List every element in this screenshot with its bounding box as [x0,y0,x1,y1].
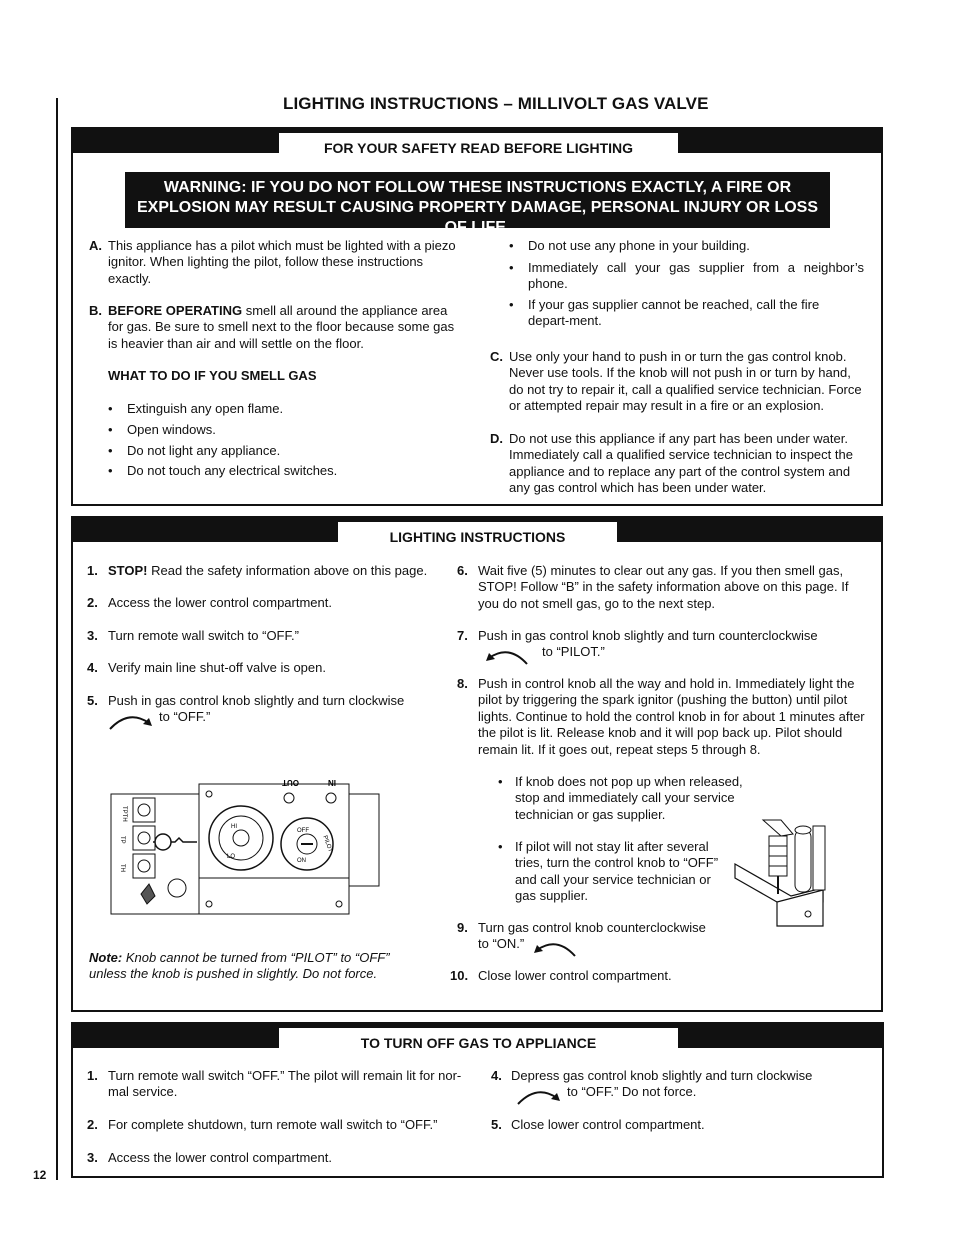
step-text: Push in gas control knob slightly and turn clockwise [108,693,405,708]
item-letter: C. [490,349,503,364]
valve-label-off: OFF [297,828,309,834]
valve-label-out: OUT [282,778,299,787]
step-number: 9. [457,920,468,935]
item-text [108,303,458,352]
step-bold: STOP! [108,563,148,578]
turnoff-panel [71,1022,884,1178]
step-number: 10. [450,968,469,983]
step-text: Push in control knob all the way and hold in. Immediately light the pilot by triggering the spark ignitor (pushing the button) until pilot lights. Continue to hold the control knob in for about 1 minutes after the pilot is lit. Release knob and it will pop back up. Pilot should remain lit. If it goes out, repeat steps 5 through 8. [478,676,865,757]
step-number: 5. [491,1117,502,1132]
step-text: Access the lower control compartment. [108,595,332,610]
lighting-step-5-tail: to “OFF.” [159,709,211,724]
bullet-text: Extinguish any open flame. [127,401,284,416]
page-title: LIGHTING INSTRUCTIONS – MILLIVOLT GAS VALVE [283,94,709,113]
bullet-text: If your gas supplier cannot be reached, call the fire depart-ment. [528,297,820,329]
note-text: Knob cannot be turned from “PILOT” to “OFF” unless the knob is pushed in slightly. Do not force. [89,950,390,982]
clockwise-arrow-icon [515,1084,563,1108]
step-number: 1. [87,563,98,578]
item-text: Do not use this appliance if any part has been under water. Immediately call a qualified service technician to inspect the appliance and to replace any part of the control system and any gas control which has been under water. [509,431,853,496]
clockwise-arrow-icon [107,709,155,733]
note-label: Note: [89,950,123,965]
step-text: Verify main line shut-off valve is open. [108,660,326,675]
bullet-text: Do not touch any electrical switches. [127,463,338,478]
step-text: Push in gas control knob slightly and turn counterclockwise [478,628,818,643]
step-text: Access the lower control compartment. [108,1150,332,1165]
valve-label-lo: LO [227,854,236,860]
lighting-panel: LIGHTING INSTRUCTIONS 1. STOP! Read the safety information above on this page. 2. Access the lower control compartment. 3. Turn remote wall switch to “OFF.” 4. Verify main line shut-off valve is open. 5. Push in gas control knob slightly and turn clockwise to “OFF.” IN OUT TPTH TP TH OFF PILOT ON HI LO Note: Knob cannot be turned from “PILOT” to “OFF” unless the knob is pushed in slightly. Do not force. 6. Wait five (5) minutes to clear out any gas. If you then smell gas, STOP! Follow “B” in the safety information above on this page. If you do not smell gas, go to the next step. 7. Push in gas control knob slightly and turn counterclockwise to “PILOT.” 8. Push in control knob all the way and hold in. Immediately light the pilot by triggering the spark ignitor (pushing the button) until pilot lights. Continue to hold the control knob in for about 1 minutes after the pilot is lit. Release knob and it will pop back up. Pilot should remain lit. If it goes out, repeat steps 5 through 8. • If knob does not pop up when released, stop and immediately call your service technician or gas supplier. • If pilot will not stay lit after several tries, turn the control knob to “OFF” and call your service technician or gas supplier. 9. Turn gas control knob counterclockwise to “ON.” 10. Close lower control compartment. [71,516,883,1012]
turnoff-step-4-tail: to “OFF.” Do not force. [567,1084,697,1099]
turnoff-header: TO TURN OFF GAS TO APPLIANCE [279,1028,678,1054]
safety-item-b [89,303,459,353]
valve-label-tp: TP [119,836,125,844]
lighting-note [89,950,399,983]
valve-label-on: ON [297,858,306,864]
item-text: Use only your hand to push in or turn the gas control knob. Never use tools. If the knob will not push in or turn by hand, do not try to repair it, call a qualified service technician. Force or attempted repair may result in a fire or an explosion. [509,349,862,414]
warning-box: WARNING: IF YOU DO NOT FOLLOW THESE INSTRUCTIONS EXACTLY, A FIRE OR EXPLOSION MAY RESULT CAUSING PROPERTY DAMAGE, PERSONAL INJURY OR LOSS OF LIFE. [125,172,830,228]
lighting-header: LIGHTING INSTRUCTIONS [338,522,617,548]
item-text: This appliance has a pilot which must be lighted with a piezo ignitor. When lighting the pilot, follow these instructions exactly. [108,238,456,286]
margin-rule [56,98,58,1180]
step-number: 7. [457,628,468,643]
bullet-text: If knob does not pop up when released, stop and immediately call your service technician or gas supplier. [515,774,743,822]
smell-heading [108,368,438,384]
bullet-text: Immediately call your gas supplier from a neighbor’s phone. [528,260,864,292]
valve-label-tpth: TPTH [121,806,127,822]
step-number: 4. [491,1068,502,1083]
item-rest: smell all around the appliance area for gas. Be sure to smell next to the floor because some gas is heavier than air and will settle on the floor. [108,303,455,351]
safety-item-a [89,238,459,288]
step-number: 2. [87,1117,98,1132]
lighting-step-7-tail: to “PILOT.” [542,644,605,659]
valve-label-hi: HI [231,824,237,830]
step-text: Turn remote wall switch “OFF.” The pilot will remain lit for nor-mal service. [108,1068,462,1100]
item-letter: B. [89,303,102,318]
counterclockwise-arrow-icon [531,936,579,960]
step-number: 4. [87,660,98,675]
step-number: 5. [87,693,98,708]
safety-header: FOR YOUR SAFETY READ BEFORE LIGHTING [279,133,678,159]
step-rest: Read the safety information above on this page. [147,563,428,578]
step-number: 2. [87,595,98,610]
step-number: 6. [457,563,468,578]
step-text: Close lower control compartment. [511,1117,705,1132]
step-text: For complete shutdown, turn remote wall switch to “OFF.” [108,1117,438,1132]
step-text: Turn remote wall switch to “OFF.” [108,628,299,643]
smell-heading-text: WHAT TO DO IF YOU SMELL GAS [108,368,317,383]
item-bold: BEFORE OPERATING [108,303,243,318]
bullet-text: Do not use any phone in your building. [528,238,750,253]
step-text [108,563,448,579]
bullet-text: If pilot will not stay lit after several tries, turn the control knob to “OFF” and call your service technician or gas supplier. [515,839,719,904]
step-number: 1. [87,1068,98,1083]
safety-panel: FOR YOUR SAFETY READ BEFORE LIGHTING WARNING: IF YOU DO NOT FOLLOW THESE INSTRUCTIONS EXACTLY, A FIRE OR EXPLOSION MAY RESULT CAUSING PROPERTY DAMAGE, PERSONAL INJURY OR LOSS OF LIFE. A. This appliance has a pilot which must be lighted with a piezo ignitor. When lighting the pilot, follow these instructions exactly. B. BEFORE OPERATING smell all around the appliance area for gas. Be sure to smell next to the floor because some gas is heavier than air and will settle on the floor. WHAT TO DO IF YOU SMELL GAS • Extinguish any open flame. • Open windows. • Do not light any appliance. • Do not touch any electrical switches. • Do not use any phone in your building. • Immediately call your gas supplier from a neighbor’s phone. • If your gas supplier cannot be reached, call the fire depart-ment. C. Use only your hand to push in or turn the gas control knob. Never use tools. If the knob will not push in or turn by hand, do not try to repair it, call a qualified service technician. Force or attempted repair may result in a fire or an explosion. D. Do not use this appliance if any part has been under water. Immediately call a qualified service technician to inspect the appliance and to replace any part of the control system and any gas control which has been under water. [71,127,883,506]
valve-label-th: TH [119,864,125,872]
page-number: 12 [33,1168,47,1182]
counterclockwise-arrow-icon [483,644,531,668]
bullet-text: Do not light any appliance. [127,443,281,458]
pilot-assembly-diagram [733,814,853,934]
item-letter: A. [89,238,102,253]
gas-valve-diagram [111,776,379,921]
bullet-text: Open windows. [127,422,216,437]
valve-label-pilot: PILOT [321,834,333,854]
step-text: Close lower control compartment. [478,968,672,983]
step-number: 8. [457,676,468,691]
step-number: 3. [87,628,98,643]
step-text: Turn gas control knob counterclockwise to “ON.” [478,920,706,952]
step-number: 3. [87,1150,98,1165]
step-text: Depress gas control knob slightly and turn clockwise [511,1068,813,1083]
step-text: Wait five (5) minutes to clear out any gas. If you then smell gas, STOP! Follow “B” in the safety information above on this page. If you do not smell gas, go to the next step. [478,563,849,611]
item-letter: D. [490,431,503,446]
valve-label-in: IN [328,778,336,787]
